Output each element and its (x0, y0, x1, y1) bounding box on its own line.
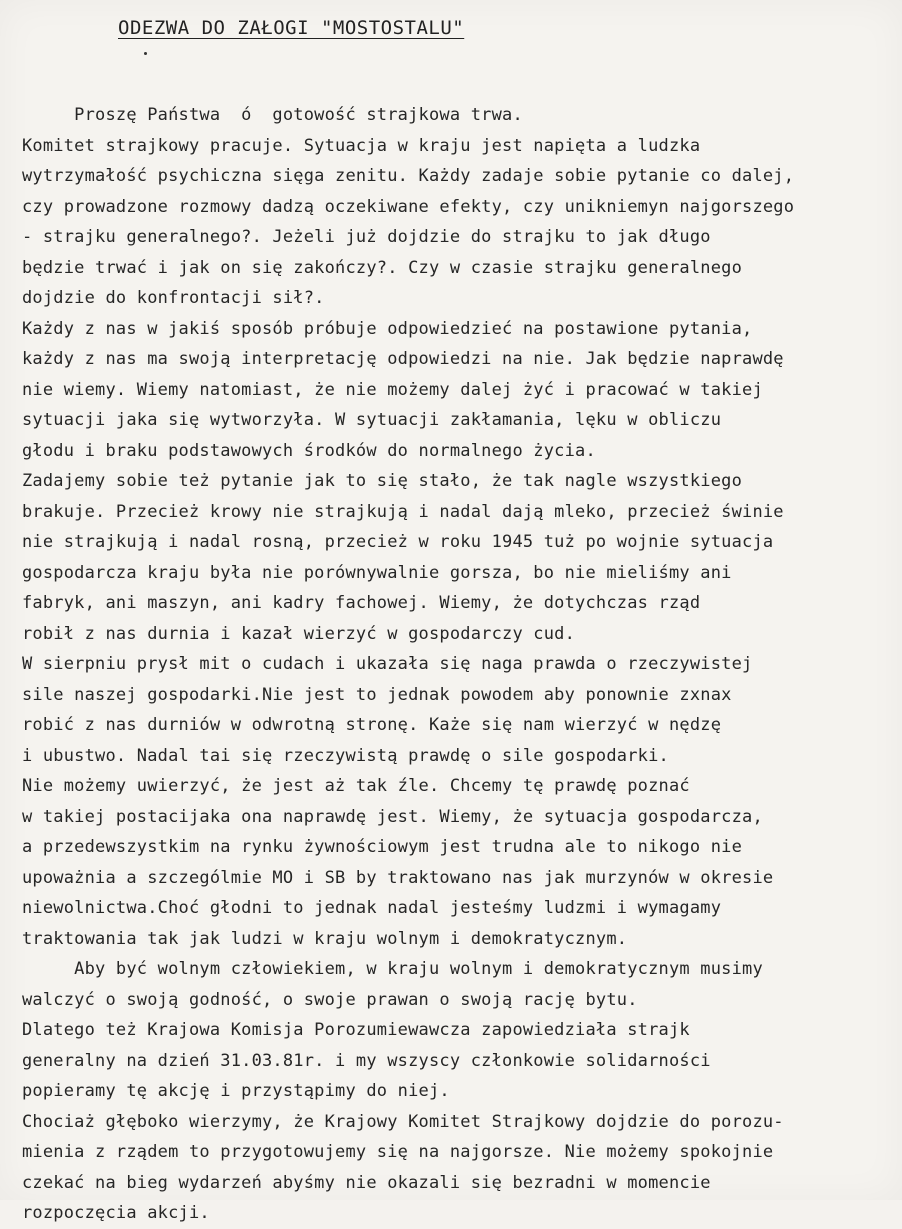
text-line: - strajku generalnego?. Jeżeli już dojdzie do strajku to jak długo (22, 227, 711, 247)
text-line: czy prowadzone rozmowy dadzą oczekiwane efekty, czy unikniemyn najgorszego (22, 196, 795, 217)
text-line: i ubustwo. Nadal tai się rzeczywistą prawdę o sile gospodarki. (22, 745, 669, 766)
text-line: traktowania tak jak ludzi w kraju wolnym i demokratycznym. (22, 928, 628, 949)
text-line: Każdy z nas w jakiś sposób próbuje odpowiedzieć na postawione pytania, (22, 318, 753, 339)
text-line: upoważnia a szczególmie MO i SB by traktowano nas jak murzynów w okresie (22, 867, 774, 888)
text-line: sile naszej gospodarki.Nie jest to jednak powodem aby ponownie zxnax (22, 684, 732, 705)
text-line: sytuacji jaka się wytworzyła. W sytuacji zakłamania, lęku w obliczu (22, 410, 722, 430)
text-line: nie wiemy. Wiemy natomiast, że nie możemy dalej żyć i pracować w takiej (22, 379, 763, 400)
text-line: robił z nas durnia i kazał wierzyć w gospodarczy cud. (22, 623, 576, 644)
text-line: fabryk, ani maszyn, ani kadry fachowej. Wiemy, że dotychczas rząd (22, 593, 701, 613)
text-line: a przedewszystkim na rynku żywnościowym jest trudna ale to nikogo nie (22, 837, 743, 857)
text-line: dojdzie do konfrontacji sił?. (22, 288, 325, 308)
text-line: Aby być wolnym człowiekiem, w kraju wolnym i demokratycznym musimy (22, 959, 763, 979)
text-line: Dlatego też Krajowa Komisja Porozumiewawcza zapowiedziała strajk (22, 1020, 690, 1040)
text-line: rozpoczęcia akcji. (22, 1203, 210, 1223)
document-body (22, 100, 894, 1229)
text-line: Proszę Państwa ó gotowość strajkowa trwa. (22, 105, 523, 125)
document-title: ODEZWA DO ZAŁOGI "MOSTOSTALU" (118, 17, 465, 39)
text-line: robić z nas durniów w odwrotną stronę. Każe się nam wierzyć w nędzę (22, 715, 722, 735)
text-line: Chociaż głęboko wierzymy, że Krajowy Komitet Strajkowy dojdzie do porozu- (22, 1111, 784, 1132)
text-line: walczyć o swoją godność, o swoje prawan o swoją rację bytu. (22, 989, 638, 1010)
text-line: popieramy tę akcję i przystąpimy do niej. (22, 1081, 450, 1101)
text-line: każdy z nas ma swoją interpretację odpowiedzi na nie. Jak będzie naprawdę (22, 349, 784, 369)
text-line: W sierpniu prysł mit o cudach i ukazała się naga prawda o rzeczywistej (22, 654, 753, 674)
text-line: czekać na bieg wydarzeń abyśmy nie okazali się bezradni w momencie (22, 1172, 711, 1193)
ink-mark (144, 52, 147, 55)
text-line: brakuje. Przecież krowy nie strajkują i nadal dają mleko, przecież świnie (22, 501, 784, 522)
text-line: mienia z rządem to przygotowujemy się na najgorsze. Nie możemy spokojnie (22, 1142, 774, 1162)
text-line: wytrzymałość psychiczna sięga zenitu. Każdy zadaje sobie pytanie co dalej, (22, 166, 795, 186)
text-line: gospodarcza kraju była nie porównywalnie gorsza, bo nie mieliśmy ani (22, 562, 732, 583)
text-line: Nie możemy uwierzyć, że jest aż tak źle. Chcemy tę prawdę poznać (22, 776, 690, 796)
text-line: Zadajemy sobie też pytanie jak to się stało, że tak nagle wszystkiego (22, 471, 743, 491)
text-line: Komitet strajkowy pracuje. Sytuacja w kraju jest napięta a ludzka (22, 135, 701, 156)
text-line: głodu i braku podstawowych środków do normalnego życia. (22, 440, 596, 461)
text-line: generalny na dzień 31.03.81r. i my wszyscy członkowie solidarności (22, 1050, 711, 1071)
text-line: nie strajkują i nadal rosną, przecież w roku 1945 tuż po wojnie sytuacja (22, 532, 774, 552)
text-line: będzie trwać i jak on się zakończy?. Czy w czasie strajku generalnego (22, 257, 743, 278)
text-line: niewolnictwa.Choć głodni to jednak nadal jesteśmy ludzmi i wymagamy (22, 898, 722, 918)
text-line: w takiej postacijaka ona naprawdę jest. Wiemy, że sytuacja gospodarcza, (22, 806, 763, 827)
